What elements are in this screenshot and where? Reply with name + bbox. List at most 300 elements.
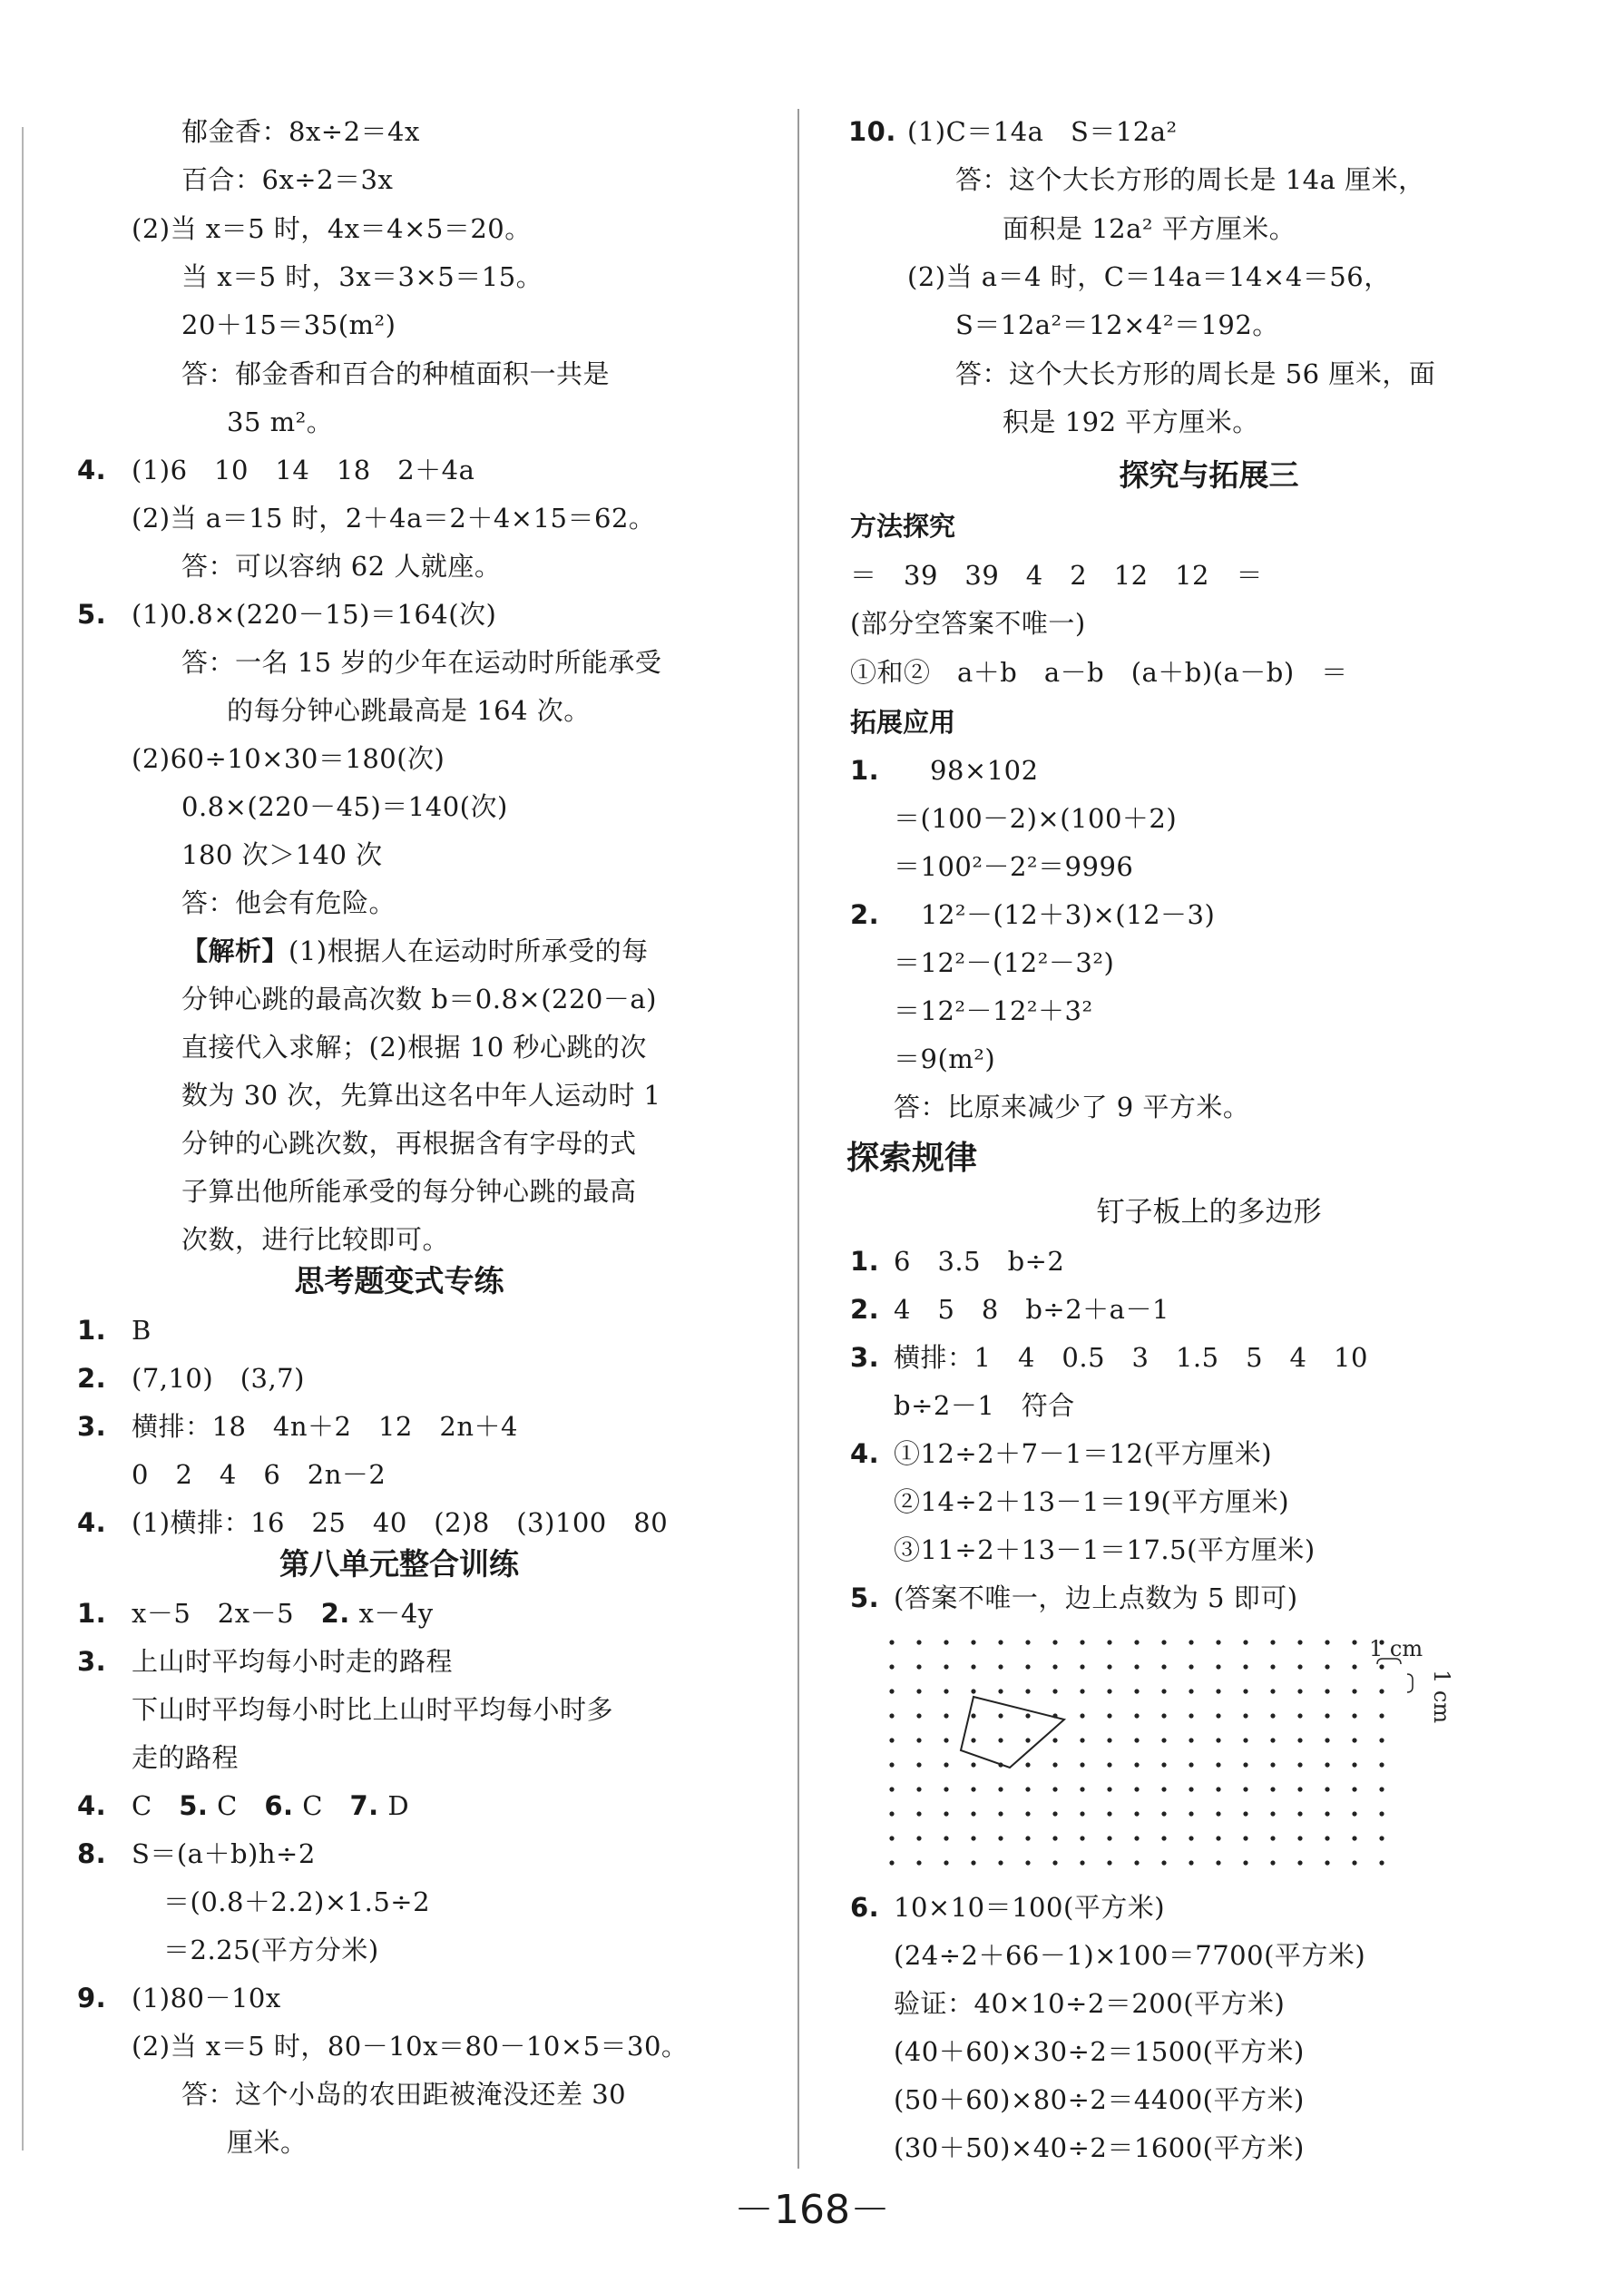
question-number: 5. <box>179 1790 209 1821</box>
answer-line: ＝12²－(12²－3²) <box>894 947 1115 978</box>
subsection-title: 拓展应用 <box>850 707 956 738</box>
answer-line: 下山时平均每小时比上山时平均每小时多 <box>132 1694 614 1725</box>
geoboard-dot <box>971 1640 975 1644</box>
geoboard-dot <box>1216 1689 1220 1693</box>
geoboard-dot <box>1161 1738 1166 1742</box>
answer-line: 答：郁金香和百合的种植面积一共是 <box>181 358 611 389</box>
question-number: 4. <box>77 1790 107 1821</box>
question-2 <box>77 1360 305 1396</box>
geoboard-dot <box>916 1836 921 1840</box>
geoboard-dot <box>1134 1689 1139 1693</box>
geoboard-dot <box>889 1640 894 1644</box>
geoboard-dot <box>1025 1640 1030 1644</box>
answer-text: C <box>132 1790 152 1821</box>
geoboard-dot <box>1134 1640 1139 1644</box>
geoboard-dot <box>1216 1664 1220 1669</box>
geoboard-dot <box>916 1811 921 1816</box>
geoboard-dot <box>1189 1713 1193 1718</box>
geoboard-dot <box>1352 1713 1356 1718</box>
question-number: 5. <box>850 1582 880 1613</box>
geoboard-dot <box>1161 1664 1166 1669</box>
geoboard-dot <box>1189 1787 1193 1791</box>
geoboard-dot <box>1134 1811 1139 1816</box>
geoboard-dot <box>1325 1664 1329 1669</box>
geoboard-dot <box>1379 1860 1384 1865</box>
geoboard-dot <box>1270 1811 1275 1816</box>
answer-line: 0 2 4 6 2n－2 <box>132 1459 386 1490</box>
question-3 <box>850 1339 1368 1376</box>
answer-line: (部分空答案不唯一) <box>850 608 1086 639</box>
answer-text: S＝(a＋b)h÷2 <box>132 1838 316 1869</box>
geoboard-dot <box>1025 1836 1030 1840</box>
geoboard-dot <box>1080 1713 1084 1718</box>
geoboard-dot <box>1189 1640 1193 1644</box>
geoboard-dot <box>1325 1787 1329 1791</box>
question-4-7 <box>77 1788 410 1824</box>
question-5 <box>77 596 497 632</box>
geoboard-dot <box>916 1787 921 1791</box>
question-9 <box>77 1980 281 2016</box>
page-number: －168－ <box>734 2187 890 2233</box>
question-10 <box>848 113 1178 150</box>
geoboard-dot <box>1025 1664 1030 1669</box>
geoboard-dot <box>1134 1787 1139 1791</box>
question-number: 10. <box>848 116 896 147</box>
geoboard-dot <box>1379 1811 1384 1816</box>
geoboard-dot <box>1161 1762 1166 1767</box>
geoboard-dot <box>1134 1836 1139 1840</box>
geoboard-dot <box>1297 1787 1302 1791</box>
scale-label-horizontal: 1 cm <box>1369 1636 1423 1661</box>
geoboard-dot <box>889 1860 894 1865</box>
geoboard-dot <box>1161 1787 1166 1791</box>
geoboard-dot <box>1189 1811 1193 1816</box>
question-2 <box>850 1291 1169 1328</box>
geoboard-dot <box>1161 1689 1166 1693</box>
geoboard-dot <box>1052 1811 1057 1816</box>
polygon-answer <box>961 1697 1064 1768</box>
geoboard-dot <box>1297 1689 1302 1693</box>
geoboard-dot <box>1352 1738 1356 1742</box>
answer-text: 横排：1 4 0.5 3 1.5 5 4 10 <box>894 1342 1368 1373</box>
geoboard-dot <box>1297 1836 1302 1840</box>
geoboard-dot <box>1189 1860 1193 1865</box>
geoboard-dot <box>1216 1713 1220 1718</box>
geoboard-dot <box>1025 1811 1030 1816</box>
answer-line: 答：比原来减少了 9 平方米。 <box>894 1092 1250 1122</box>
analysis-line: 次数，进行比较即可。 <box>181 1224 450 1255</box>
geoboard-dot <box>889 1738 894 1742</box>
answer-line: b÷2－1 符合 <box>894 1390 1075 1421</box>
scale-label-vertical: 1 cm <box>1429 1670 1454 1724</box>
answer-text: (1)6 10 14 18 2＋4a <box>132 455 475 485</box>
question-number: 2. <box>850 899 880 930</box>
question-number: 4. <box>77 455 107 485</box>
geoboard-dot <box>1270 1738 1275 1742</box>
geoboard-dot <box>1025 1762 1030 1767</box>
geoboard-dot <box>1216 1860 1220 1865</box>
geoboard-dot <box>1080 1787 1084 1791</box>
answer-text: (答案不唯一，边上点数为 5 即可) <box>894 1582 1298 1613</box>
geoboard-dot <box>1379 1836 1384 1840</box>
geoboard-dot <box>1107 1860 1111 1865</box>
geoboard-dots <box>889 1640 1384 1865</box>
question-number: 1. <box>77 1315 107 1346</box>
geoboard-dot <box>1270 1787 1275 1791</box>
geoboard-dot <box>1025 1689 1030 1693</box>
answer-line: (2)当 x＝5 时，80－10x＝80－10×5＝30。 <box>132 2031 689 2062</box>
geoboard-dot <box>916 1713 921 1718</box>
geoboard-dot <box>1107 1738 1111 1742</box>
question-number: 4. <box>77 1507 107 1538</box>
geoboard-dot <box>1216 1762 1220 1767</box>
answer-line: 35 m²。 <box>227 407 334 437</box>
question-number: 6. <box>264 1790 294 1821</box>
geoboard-dot <box>944 1787 948 1791</box>
geoboard-dot <box>944 1640 948 1644</box>
answer-line: ＝(100－2)×(100＋2) <box>894 803 1178 834</box>
geoboard-dot <box>1107 1664 1111 1669</box>
geoboard-dot <box>998 1787 1003 1791</box>
question-number: 3. <box>850 1342 880 1373</box>
geoboard-dot <box>971 1860 975 1865</box>
geoboard-dot <box>971 1664 975 1669</box>
geoboard-dot <box>1352 1664 1356 1669</box>
geoboard-dot <box>998 1738 1003 1742</box>
geoboard-dot <box>1297 1738 1302 1742</box>
geoboard-dot <box>1052 1640 1057 1644</box>
geoboard-dot <box>944 1811 948 1816</box>
geoboard-dot <box>889 1689 894 1693</box>
question-number: 9. <box>77 1983 107 2013</box>
geoboard-dot <box>1243 1860 1247 1865</box>
geoboard-dot <box>1052 1664 1057 1669</box>
analysis-line: 直接代入求解；(2)根据 10 秒心跳的次 <box>181 1032 647 1063</box>
geoboard-dot <box>1352 1787 1356 1791</box>
answer-line: ②14÷2＋13－1＝19(平方厘米) <box>894 1486 1290 1517</box>
geoboard-dot <box>1216 1640 1220 1644</box>
geoboard-dot <box>1297 1762 1302 1767</box>
geoboard-dot <box>889 1762 894 1767</box>
geoboard-dot <box>1297 1713 1302 1718</box>
question-number: 8. <box>77 1838 107 1869</box>
geoboard-dot <box>889 1664 894 1669</box>
analysis-tag: 【解析】 <box>181 936 289 966</box>
geoboard-dot <box>971 1836 975 1840</box>
answer-line: ＝100²－2²＝9996 <box>894 851 1134 882</box>
geoboard-dot <box>998 1713 1003 1718</box>
geoboard-dot <box>916 1860 921 1865</box>
question-number: 4. <box>850 1438 880 1469</box>
question-number: 7. <box>349 1790 379 1821</box>
geoboard-dot <box>1080 1762 1084 1767</box>
geoboard-dot <box>1161 1836 1166 1840</box>
section-heading: 探究与拓展三 <box>1119 457 1299 493</box>
geoboard-dot <box>1297 1860 1302 1865</box>
geoboard-dot <box>916 1762 921 1767</box>
geoboard-dot <box>1107 1640 1111 1644</box>
geoboard-dot <box>1107 1762 1111 1767</box>
geoboard-dot <box>1352 1860 1356 1865</box>
geoboard-dot <box>998 1836 1003 1840</box>
geoboard-dot <box>1352 1762 1356 1767</box>
geoboard-dot <box>1270 1664 1275 1669</box>
geoboard-dot <box>998 1640 1003 1644</box>
answer-line: ③11÷2＋13－1＝17.5(平方厘米) <box>894 1534 1316 1565</box>
geoboard-dot <box>1297 1640 1302 1644</box>
analysis-line: 数为 30 次，先算出这名中年人运动时 1 <box>181 1080 661 1111</box>
answer-line: ＝ 39 39 4 2 12 12 ＝ <box>850 560 1264 591</box>
geoboard-dot <box>1352 1836 1356 1840</box>
question-number: 3. <box>77 1411 107 1442</box>
geoboard-dot <box>971 1689 975 1693</box>
answer-line: ＝12²－12²＋3² <box>894 995 1093 1026</box>
geoboard-dot <box>1134 1860 1139 1865</box>
answer-text: 98×102 <box>930 755 1039 786</box>
geoboard-dot <box>1243 1836 1247 1840</box>
answer-line: 答：可以容纳 62 人就座。 <box>181 551 502 582</box>
geoboard-dot <box>944 1762 948 1767</box>
geoboard-dot <box>1325 1811 1329 1816</box>
geoboard-dot <box>1080 1860 1084 1865</box>
geoboard-dot <box>1189 1664 1193 1669</box>
geoboard-dot <box>998 1860 1003 1865</box>
geoboard-dot <box>1270 1640 1275 1644</box>
geoboard-dot <box>889 1713 894 1718</box>
answer-line: 郁金香：8x÷2＝4x <box>181 116 420 147</box>
answer-line: (2)当 a＝4 时，C＝14a＝14×4＝56， <box>907 261 1391 292</box>
geoboard-dot <box>998 1664 1003 1669</box>
answer-line: 当 x＝5 时，3x＝3×5＝15。 <box>181 261 543 292</box>
geoboard-dot <box>1080 1689 1084 1693</box>
geoboard-dot <box>944 1689 948 1693</box>
answer-text: B <box>132 1315 152 1346</box>
left-margin-rule <box>22 127 24 2151</box>
answer-text: C <box>217 1790 238 1821</box>
answer-text: x－4y <box>358 1598 434 1629</box>
answer-text: (7,10) (3,7) <box>132 1363 305 1394</box>
geoboard-dot <box>1325 1836 1329 1840</box>
geoboard-dot <box>916 1640 921 1644</box>
answer-line: (50＋60)×80÷2＝4400(平方米) <box>894 2084 1305 2115</box>
answer-line: 的每分钟心跳最高是 164 次。 <box>227 695 591 726</box>
question-number: 1. <box>850 755 880 786</box>
geoboard-dot <box>1216 1738 1220 1742</box>
question-5 <box>850 1580 1298 1616</box>
geoboard-dot <box>1080 1836 1084 1840</box>
geoboard-dot <box>1107 1836 1111 1840</box>
geoboard-dot <box>1243 1811 1247 1816</box>
geoboard-dot <box>1243 1664 1247 1669</box>
scale-brace-vertical <box>1407 1674 1413 1692</box>
question-number: 1. <box>77 1598 107 1629</box>
geoboard-dot <box>1352 1811 1356 1816</box>
geoboard-dot <box>1297 1664 1302 1669</box>
answer-text: 上山时平均每小时走的路程 <box>132 1646 454 1677</box>
geoboard-dot <box>1080 1738 1084 1742</box>
answer-text: (1)80－10x <box>132 1983 281 2013</box>
geoboard-dot <box>1379 1787 1384 1791</box>
geoboard-dot <box>1161 1713 1166 1718</box>
geoboard-dot <box>916 1664 921 1669</box>
geoboard-dot <box>1243 1640 1247 1644</box>
geoboard-dot <box>944 1738 948 1742</box>
answer-line: ＝(0.8＋2.2)×1.5÷2 <box>163 1886 431 1917</box>
analysis-text: (1)根据人在运动时所承受的每 <box>289 936 649 966</box>
geoboard-dot <box>1270 1762 1275 1767</box>
question-6 <box>850 1889 1166 1925</box>
geoboard-dot <box>1325 1689 1329 1693</box>
geoboard-dot <box>1161 1811 1166 1816</box>
geoboard-dot <box>1080 1640 1084 1644</box>
geoboard-dot <box>1134 1664 1139 1669</box>
geoboard-dot <box>944 1713 948 1718</box>
geoboard-dot <box>1107 1713 1111 1718</box>
question-4 <box>77 1504 669 1541</box>
analysis-line <box>181 933 649 969</box>
answer-line: 面积是 12a² 平方厘米。 <box>1003 213 1296 244</box>
answer-line: (40＋60)×30÷2＝1500(平方米) <box>894 2036 1305 2067</box>
answer-line: 厘米。 <box>227 2127 308 2158</box>
geoboard-dot <box>971 1738 975 1742</box>
geoboard-dot <box>1052 1689 1057 1693</box>
question-number: 2. <box>850 1294 880 1325</box>
section-heading: 思考题变式专练 <box>294 1263 504 1298</box>
geoboard-dot <box>998 1811 1003 1816</box>
geoboard-dot <box>1325 1860 1329 1865</box>
analysis-line: 分钟的心跳次数，再根据含有字母的式 <box>181 1128 637 1159</box>
subsection-title: 方法探究 <box>850 511 956 542</box>
answer-line: ＝9(m²) <box>894 1043 996 1074</box>
analysis-line: 子算出他所能承受的每分钟心跳的最高 <box>181 1176 637 1207</box>
geoboard-dot <box>1297 1811 1302 1816</box>
answer-text: ①12÷2＋7－1＝12(平方厘米) <box>894 1438 1273 1469</box>
question-2 <box>850 896 1216 933</box>
geoboard-dot <box>1107 1787 1111 1791</box>
answer-line: 180 次＞140 次 <box>181 839 383 870</box>
answer-text: (1)0.8×(220－15)＝164(次) <box>132 599 497 630</box>
geoboard-dot <box>1107 1689 1111 1693</box>
geoboard-dot <box>1325 1738 1329 1742</box>
geoboard-dot <box>1379 1738 1384 1742</box>
geoboard-dot <box>1325 1762 1329 1767</box>
question-3 <box>77 1643 454 1680</box>
answer-line: (2)当 x＝5 时，4x＝4×5＝20。 <box>132 213 532 244</box>
question-4 <box>77 452 475 488</box>
geoboard-dot <box>1243 1689 1247 1693</box>
geoboard-dot <box>1189 1689 1193 1693</box>
geoboard-dot <box>1052 1738 1057 1742</box>
geoboard-dot <box>916 1738 921 1742</box>
geoboard-dot <box>944 1664 948 1669</box>
question-8 <box>77 1836 316 1872</box>
geoboard-dot <box>1052 1860 1057 1865</box>
question-number: 3. <box>77 1646 107 1677</box>
answer-text: 10×10＝100(平方米) <box>894 1892 1166 1923</box>
geoboard-dot <box>1189 1762 1193 1767</box>
geoboard-dot <box>1243 1762 1247 1767</box>
geoboard-dot <box>1025 1860 1030 1865</box>
question-1 <box>850 752 1039 789</box>
geoboard-dot <box>1352 1640 1356 1644</box>
question-number: 6. <box>850 1892 880 1923</box>
geoboard-dot <box>1134 1738 1139 1742</box>
question-1 <box>850 1243 1065 1279</box>
answer-line: 20＋15＝35(m²) <box>181 309 396 340</box>
column-divider <box>797 109 799 2169</box>
geoboard-dot <box>889 1811 894 1816</box>
geoboard-dot <box>1189 1738 1193 1742</box>
geoboard-dot <box>971 1787 975 1791</box>
geoboard-dot <box>1080 1811 1084 1816</box>
answer-line: 验证：40×10÷2＝200(平方米) <box>894 1988 1286 2019</box>
answer-line: S＝12a²＝12×4²＝192。 <box>955 309 1279 340</box>
geoboard-dot <box>1216 1811 1220 1816</box>
answer-line: 百合：6x÷2＝3x <box>181 164 394 195</box>
answer-text: (1)横排：16 25 40 (2)8 (3)100 80 <box>132 1507 669 1538</box>
section-heading: 探索规律 <box>846 1140 978 1177</box>
geoboard-dot <box>1216 1836 1220 1840</box>
geoboard-dot <box>1134 1762 1139 1767</box>
answer-text: (1)C＝14a S＝12a² <box>907 116 1178 147</box>
geoboard-dot <box>1052 1762 1057 1767</box>
geoboard-dot <box>998 1689 1003 1693</box>
geoboard-dot <box>1325 1640 1329 1644</box>
geoboard-dot <box>1270 1689 1275 1693</box>
geoboard-dot <box>1161 1640 1166 1644</box>
geoboard-dot <box>1161 1860 1166 1865</box>
answer-text: D <box>387 1790 410 1821</box>
answer-line: 走的路程 <box>132 1742 240 1773</box>
question-number: 2. <box>320 1598 350 1629</box>
question-number: 1. <box>850 1246 880 1277</box>
geoboard-dot <box>1052 1836 1057 1840</box>
question-number: 5. <box>77 599 107 630</box>
answer-text: 横排：18 4n＋2 12 2n＋4 <box>132 1411 518 1442</box>
geoboard-dot <box>1189 1836 1193 1840</box>
analysis-line: 分钟心跳的最高次数 b＝0.8×(220－a) <box>181 984 657 1014</box>
geoboard-dot <box>1379 1689 1384 1693</box>
geoboard-dot <box>971 1811 975 1816</box>
geoboard-dot <box>1080 1664 1084 1669</box>
geoboard-dot <box>1107 1811 1111 1816</box>
geoboard-dot <box>1379 1664 1384 1669</box>
section-subheading: 钉子板上的多边形 <box>1096 1196 1322 1229</box>
geoboard-figure <box>885 1624 1454 1887</box>
geoboard-dot <box>1243 1738 1247 1742</box>
geoboard-dot <box>971 1762 975 1767</box>
answer-text: 4 5 8 b÷2＋a－1 <box>894 1294 1169 1325</box>
answer-line: (30＋50)×40÷2＝1600(平方米) <box>894 2132 1305 2163</box>
question-1 <box>77 1312 152 1348</box>
geoboard-dot <box>1352 1689 1356 1693</box>
geoboard-dot <box>916 1689 921 1693</box>
answer-line: 积是 192 平方厘米。 <box>1003 407 1259 437</box>
geoboard-dot <box>944 1836 948 1840</box>
geoboard-dot <box>1379 1762 1384 1767</box>
answer-line: 答：这个大长方形的周长是 56 厘米，面 <box>955 358 1436 389</box>
geoboard-dot <box>944 1860 948 1865</box>
answer-line: 答：这个大长方形的周长是 14a 厘米， <box>955 164 1425 195</box>
answer-line: 0.8×(220－45)＝140(次) <box>181 791 508 822</box>
geoboard-dot <box>1025 1738 1030 1742</box>
geoboard-dot <box>1025 1713 1030 1718</box>
answer-line: 答：一名 15 岁的少年在运动时所能承受 <box>181 647 662 678</box>
geoboard-dot <box>889 1787 894 1791</box>
answer-text: x－5 2x－5 <box>132 1598 295 1629</box>
question-number: 2. <box>77 1363 107 1394</box>
geoboard-dot <box>1243 1713 1247 1718</box>
